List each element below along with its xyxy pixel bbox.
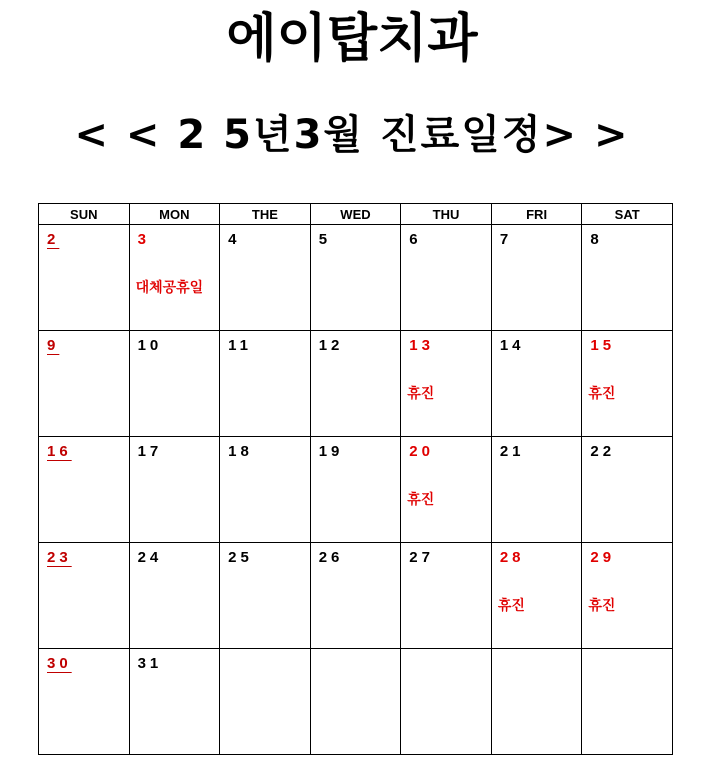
calendar-day-cell: [401, 649, 492, 755]
schedule-subtitle: < < 2 5년3월 진료일정> >: [74, 112, 630, 158]
calendar-day-cell: [582, 543, 673, 649]
calendar-day-cell: [220, 649, 311, 755]
day-number: 2: [47, 231, 60, 248]
calendar-day-cell: [220, 225, 311, 331]
day-number: 7: [499, 231, 513, 248]
calendar-day-cell: [39, 225, 130, 331]
calendar-day-cell: [491, 225, 582, 331]
calendar-day-cell: [39, 331, 130, 437]
day-number: 14: [499, 337, 525, 354]
day-number: 24: [137, 549, 163, 566]
day-number: 19: [318, 443, 344, 460]
day-note: 휴진: [588, 386, 616, 402]
calendar-day-cell: [220, 331, 311, 437]
day-note: 휴진: [588, 598, 616, 614]
day-number: 5: [318, 231, 332, 248]
calendar-day-cell: [129, 331, 220, 437]
day-number: 11: [228, 337, 252, 354]
calendar-day-cell: [129, 225, 220, 331]
day-number: 9: [47, 337, 60, 354]
page-title: 에이탑치과: [226, 9, 478, 69]
day-number: 26: [318, 549, 344, 566]
calendar-table: [38, 203, 673, 755]
day-note: 휴진: [407, 386, 435, 402]
weekday-header: THE: [220, 204, 311, 225]
calendar-day-cell: [310, 331, 401, 437]
calendar-day-cell: [582, 225, 673, 331]
calendar-day-cell: [310, 649, 401, 755]
calendar-week-row: [39, 649, 673, 755]
weekday-header: SUN: [39, 204, 130, 225]
calendar-week-row: [39, 331, 673, 437]
calendar-day-cell: [129, 437, 220, 543]
weekday-header: MON: [129, 204, 220, 225]
day-number: 15: [590, 337, 616, 354]
day-number: 22: [590, 443, 616, 460]
day-note: 대체공휴일: [135, 280, 204, 296]
calendar-week-row: [39, 437, 673, 543]
calendar-day-cell: [401, 225, 492, 331]
day-number: 13: [409, 337, 434, 354]
day-number: 29: [590, 549, 616, 566]
calendar-day-cell: [491, 437, 582, 543]
calendar-day-cell: [582, 649, 673, 755]
day-number: 27: [409, 549, 434, 566]
calendar-day-cell: [491, 543, 582, 649]
day-number: 30: [47, 655, 72, 672]
calendar-day-cell: [582, 437, 673, 543]
day-number: 28: [499, 549, 525, 566]
calendar-day-cell: [401, 331, 492, 437]
calendar-day-cell: [39, 649, 130, 755]
day-number: 10: [137, 337, 163, 354]
calendar-body: [39, 225, 673, 755]
day-number: 17: [137, 443, 163, 460]
calendar-day-cell: [129, 543, 220, 649]
day-number: 18: [228, 443, 253, 460]
day-number: 4: [228, 231, 241, 248]
calendar-day-cell: [491, 331, 582, 437]
calendar-day-cell: [220, 543, 311, 649]
day-number: 12: [318, 337, 344, 354]
calendar-week-row: [39, 225, 673, 331]
calendar-day-cell: [310, 225, 401, 331]
weekday-header-row: [39, 204, 673, 225]
weekday-header: WED: [310, 204, 401, 225]
calendar-day-cell: [129, 649, 220, 755]
calendar-day-cell: [401, 543, 492, 649]
calendar-day-cell: [401, 437, 492, 543]
calendar-day-cell: [220, 437, 311, 543]
day-number: 3: [137, 231, 150, 248]
day-note: 휴진: [407, 492, 435, 508]
calendar-day-cell: [310, 437, 401, 543]
weekday-header: FRI: [491, 204, 582, 225]
day-number: 23: [47, 549, 72, 566]
calendar-day-cell: [582, 331, 673, 437]
day-number: 20: [409, 443, 434, 460]
day-number: 16: [47, 443, 72, 460]
calendar-week-row: [39, 543, 673, 649]
calendar-day-cell: [310, 543, 401, 649]
day-number: 6: [409, 231, 422, 248]
calendar-day-cell: [39, 543, 130, 649]
calendar-day-cell: [39, 437, 130, 543]
day-number: 21: [499, 443, 525, 460]
weekday-header: THU: [401, 204, 492, 225]
day-number: 31: [137, 655, 163, 672]
weekday-header: SAT: [582, 204, 673, 225]
day-number: 25: [228, 549, 253, 566]
calendar-day-cell: [491, 649, 582, 755]
day-number: 8: [590, 231, 603, 248]
day-note: 휴진: [497, 598, 525, 614]
